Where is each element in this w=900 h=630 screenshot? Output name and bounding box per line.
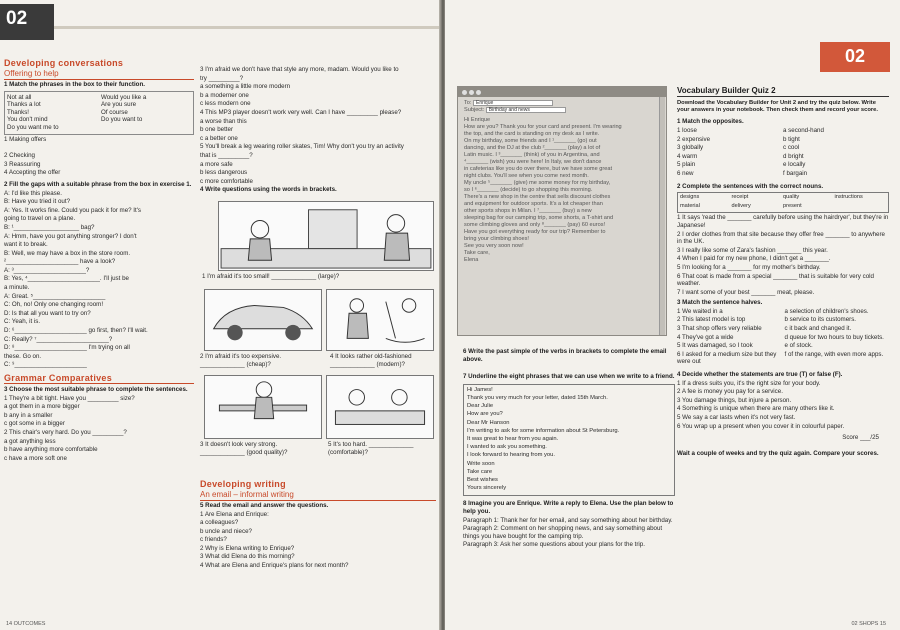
- phrase-item: Of course: [101, 108, 128, 116]
- email-text: [464, 117, 660, 264]
- page-footer-right: 02 SHOPS 15: [851, 621, 886, 627]
- email-line: Take care,: [464, 250, 490, 256]
- ex8-heading: 8 Imagine you are Enrique. Write a reply to Elena. Use the plan below to help you.: [463, 500, 674, 516]
- exercise-line: 3 I'm afraid we don't have that style any more, madam. Would you like to: [200, 66, 399, 73]
- email-line: in cafeterias like you do over there, but we have some great: [464, 166, 613, 172]
- phrase-line: Write soon: [467, 460, 495, 467]
- q1-left-list: [677, 127, 783, 179]
- phrase-line: How are you?: [467, 411, 503, 418]
- sentence-half: f of the range, with even more apps.: [784, 350, 884, 358]
- rocking-chair-illustration: [326, 289, 434, 351]
- phrase-item: Do you want me to: [7, 123, 59, 131]
- dialogue-line: D: Is that all you want to try on?: [4, 309, 91, 317]
- word-box-item: material: [680, 202, 700, 209]
- phrase-line: I'm writing to ask for some information about St Petersburg.: [467, 427, 620, 434]
- q4-statements: [677, 380, 889, 431]
- email-line: some climbing gloves and only ⁸_______ (pay) 60 euros!: [464, 222, 606, 228]
- sentence-half: c it back and changed it.: [784, 325, 852, 333]
- quiz-word: a second-hand: [783, 127, 824, 134]
- q3-grid: [677, 308, 889, 368]
- ex7-heading: 7 Underline the eight phrases that we can use when we write to a friend.: [463, 373, 675, 381]
- caption-2: 2 I'm afraid it's too expensive. _____________ (cheap)?: [200, 352, 282, 368]
- dialogue-line: A: Great. ⁵_____________________: [4, 292, 106, 300]
- exercise-line: b less dangerous: [200, 169, 248, 177]
- left-column-1: [4, 58, 194, 463]
- ex2-dialogue: [4, 190, 194, 369]
- question-line: 1 Are Elena and Enrique:: [200, 510, 269, 518]
- right-column-1: [463, 348, 675, 550]
- phrase-line: Dear Mr Hanson: [467, 419, 510, 426]
- dialogue-line: B: Well, we may have a box in the store room.: [4, 249, 131, 257]
- word-box-item: receipt: [731, 194, 749, 201]
- quiz-sentence: 2 I order clothes from that site because they offer free _______ to anywhere in the UK.: [677, 230, 885, 246]
- email-line: How are you? Thank you for your card and present. I'm wearing: [464, 124, 622, 130]
- phrase-line: I wanted to ask you something.: [467, 444, 547, 451]
- question-line: b uncle and niece?: [200, 527, 252, 535]
- dialogue-line: A: ³_____________________?: [4, 266, 90, 274]
- exercise-line: a worse than this: [200, 117, 247, 125]
- q3-heading: 3 Match the sentence halves.: [677, 299, 763, 307]
- ex3-heading: 3 Choose the most suitable phrase to complete the sentences.: [4, 386, 188, 393]
- car-illustration: [204, 289, 322, 351]
- phrase-item: Not at all: [7, 93, 32, 101]
- exercise-line: a something a little more modern: [200, 83, 291, 91]
- dialogue-line: B: ¹___________________ bag?: [4, 223, 95, 231]
- true-false-statement: 1 If a dress suits you, it's the right size for your body.: [677, 379, 821, 387]
- email-line: On my birthday, some friends and I ¹_______ (go) out: [464, 138, 597, 144]
- sentence-half: 2 This latest model is top: [677, 316, 746, 324]
- dialogue-line: a minute.: [4, 284, 30, 292]
- quiz-word: f bargain: [783, 169, 808, 177]
- word-box-item: quality: [783, 194, 800, 201]
- email-line: ⁴_______ (wish) you were here! In Italy, we don't dance: [464, 159, 602, 165]
- email-line: the top, and the card is standing on my desk as I write.: [464, 131, 600, 137]
- email-line: dancing, and the DJ at the club ²_______ (play) a lot of: [464, 145, 601, 151]
- phrase-item: Do you want to: [101, 116, 143, 124]
- word-box-item: [835, 203, 887, 211]
- exercise-line: b one better: [200, 126, 234, 134]
- plan-line: Paragraph 2: Comment on her shopping news, and say something about things you have bought for the camping trip.: [463, 525, 663, 540]
- wait-note: Wait a couple of weeks and try the quiz again. Compare your scores.: [677, 449, 879, 457]
- page-footer-left: 14 OUTCOMES: [6, 621, 46, 627]
- ex4-heading: 4 Write questions using the words in brackets.: [200, 186, 337, 194]
- email-scrollbar[interactable]: [659, 97, 665, 335]
- quiz-sentence: 3 I really like some of Zara's fashion _______ this year.: [677, 246, 828, 254]
- plan-line: Paragraph 1: Thank her for her email, and say something about her birthday.: [463, 516, 673, 524]
- question-line: 3 What did Elena do this morning?: [200, 553, 295, 561]
- q4-heading: 4 Decide whether the statements are true (T) or false (F).: [677, 371, 843, 379]
- sentence-half: b service to its customers.: [784, 316, 857, 324]
- exercise-line: b have anything more comfortable: [4, 446, 98, 454]
- caption-5: 5 It's too hard. _____________ (comfortable)?: [328, 440, 414, 456]
- section-title-grammar: Grammar Comparatives: [4, 373, 194, 384]
- ex3-continued: [200, 66, 436, 185]
- email-subject-row: Subject: Birthday and news: [464, 107, 660, 114]
- phrase-item: You don't mind: [7, 116, 48, 124]
- q2-heading: 2 Complete the sentences with the correct nouns.: [677, 182, 824, 190]
- email-subject-field: Birthday and news: [486, 107, 566, 113]
- ex3-items: [4, 395, 194, 463]
- score-box: Score ___/25: [842, 434, 879, 442]
- sentence-half: 4 They've got a wide: [677, 333, 734, 341]
- exercise-line: a more safe: [200, 160, 233, 168]
- ex6-heading: 6 Write the past simple of the verbs in brackets to complete the email above.: [463, 348, 667, 363]
- email-titlebar: [458, 87, 666, 97]
- exercise-line: that is _________?: [200, 151, 253, 159]
- dialogue-line: A: I'd like this please.: [4, 189, 62, 197]
- sentence-half: 5 It was damaged, so I took: [677, 342, 753, 350]
- email-line: My uncle ⁵_______ (give) me some money for my birthday,: [464, 180, 611, 186]
- q3-right-list: [785, 308, 890, 367]
- unit-badge-left: 02: [0, 4, 54, 40]
- exercise-line: 5 You'll break a leg wearing roller skates, Tim! Why don't you try an activity: [200, 143, 404, 151]
- email-line: Elena: [464, 257, 479, 263]
- caption-4: 4 It looks rather old-fashioned _____________ (modern)?: [330, 352, 412, 368]
- sentence-half: a selection of children's shoes.: [784, 307, 869, 315]
- dialogue-line: want it to break.: [4, 241, 48, 249]
- section-subtitle-offering: Offering to help: [4, 69, 194, 80]
- exercise-line: a got them in a more bigger: [4, 403, 80, 411]
- quiz-sentence: 5 I'm looking for a _______ for my mother's birthday.: [677, 263, 821, 271]
- word-box-item: present: [783, 202, 802, 209]
- bed-illustration: [326, 375, 434, 439]
- exercise-line: c a better one: [200, 134, 238, 142]
- dialogue-line: A: Yes. It works fine. Could you pack it for me? It's: [4, 206, 142, 214]
- dialogue-line: B: Have you tried it out?: [4, 198, 71, 206]
- quiz-word: 4 warm: [677, 152, 698, 160]
- exercise-line: a got anything less: [4, 437, 56, 445]
- exercise-line: 2 This chair's very hard. Do you _________?: [4, 428, 127, 436]
- left-column-2: [200, 66, 436, 571]
- section-title-conversations: Developing conversations: [4, 58, 124, 68]
- quiz-sentence: 4 When I paid for my new phone, I didn't get a _______.: [677, 255, 831, 263]
- quiz-sentence: 6 That coat is made from a special _______ that is suitable for very cold weather.: [677, 272, 874, 288]
- phrase-line: It was great to hear from you again.: [467, 436, 559, 442]
- exercise-line: c have a more soft one: [4, 454, 67, 462]
- exercise-line: c less modern one: [200, 100, 251, 108]
- phrase-line: Dear Julie: [467, 403, 494, 410]
- email-line: other sports shops in Milan. I ⁷_______ (buy) a new: [464, 208, 592, 214]
- sentence-half: e of stock.: [784, 342, 813, 350]
- dialogue-line: C: ⁹_____________________: [4, 361, 87, 369]
- word-box-item: delivery: [731, 202, 751, 209]
- dialogue-line: B: Yes, ⁴_____________________. I'll just be: [4, 275, 129, 283]
- quiz-title: Vocabulary Builder Quiz 2: [677, 86, 889, 97]
- question-line: 2 Why is Elena writing to Enrique?: [200, 544, 295, 552]
- dialogue-line: ²_____________________ have a look?: [4, 258, 116, 266]
- dialogue-line: C: Really? ⁷_____________________?: [4, 335, 113, 343]
- dialogue-line: A: Hmm, have you got anything stronger? I don't: [4, 232, 137, 240]
- phrase-line: Hi James!: [467, 386, 493, 393]
- quiz-word: b tight: [783, 135, 800, 143]
- quiz-word: 2 expensive: [677, 135, 711, 143]
- shop-counter-illustration: [218, 201, 434, 271]
- phrase-box: [4, 91, 194, 135]
- plan-line: Paragraph 3: Ask her some questions about your plans for the trip.: [463, 541, 645, 549]
- quiz-word: 1 loose: [677, 127, 697, 134]
- email-line: sleeping bag for our camping trip, some shorts, a T-shirt and: [464, 215, 614, 221]
- email-line: Hi Enrique: [464, 117, 491, 123]
- q2-word-box: [677, 192, 889, 213]
- email-line: See you very soon now!: [464, 243, 524, 249]
- exercise-line: c more comfortable: [200, 177, 253, 185]
- quiz-intro: Download the Vocabulary Builder for Unit 2 and try the quiz below. Write your answers in your notebook. Then check them and record your score.: [677, 100, 879, 114]
- quiz-word: 5 plain: [677, 161, 696, 169]
- phrase-item: Are you sure: [101, 101, 137, 109]
- q1-right-list: [783, 127, 889, 179]
- q1-heading: 1 Match the opposites.: [677, 118, 744, 126]
- ex8-plan: [463, 517, 675, 549]
- true-false-statement: 3 You damage things, but injure a person.: [677, 396, 792, 404]
- email-line: so I ⁶_______ (decide) to go shopping this morning.: [464, 187, 593, 193]
- question-line: a colleagues?: [200, 519, 239, 527]
- ironing-illustration: [204, 375, 322, 439]
- quiz-word: c cool: [783, 144, 800, 152]
- true-false-statement: 2 A fee is money you pay for a service.: [677, 388, 783, 396]
- exercise-line: c got some in a bigger: [4, 420, 65, 428]
- caption-1: 1 I'm afraid it's too small! _____________ (large)?: [202, 272, 340, 280]
- email-line: night clubs. You'll see when you come next month.: [464, 173, 589, 179]
- word-box-item: designs: [680, 194, 700, 201]
- unit-badge-right: 02: [820, 42, 890, 72]
- email-window: [457, 86, 667, 336]
- section-subtitle-email: An email – informal writing: [200, 490, 436, 501]
- ex1-item: 2 Checking: [4, 152, 35, 160]
- exercise-line: try _________?: [200, 74, 244, 82]
- word-box-item: instructions: [834, 194, 863, 201]
- question-line: 4 What are Elena and Enrique's plans for next month?: [200, 562, 349, 570]
- phrase-line: Take care: [467, 468, 493, 475]
- window-dot-icon: [476, 90, 481, 95]
- sentence-half: 6 I asked for a medium size but they were out: [677, 350, 777, 366]
- ex5-heading: 5 Read the email and answer the questions.: [200, 501, 329, 509]
- email-line: Have you got everything ready for our trip? Remember to: [464, 229, 606, 235]
- phrase-item: Would you like a: [101, 93, 147, 101]
- ex7-phrase-box: [463, 384, 675, 497]
- right-page: [445, 0, 900, 630]
- ex1-item: 1 Making offers: [4, 135, 47, 143]
- quiz-word: 6 new: [677, 169, 694, 177]
- q3-left-list: [677, 308, 782, 367]
- ex1-item: 3 Reassuring: [4, 160, 41, 168]
- phrase-line: I look forward to hearing from you.: [467, 452, 555, 459]
- caption-3: 3 It doesn't look very strong. _____________ (good quality)?: [200, 440, 288, 456]
- quiz-sentence: 7 I want some of your best _______ meat, please.: [677, 288, 815, 296]
- right-column-2: [677, 86, 889, 458]
- quiz-word: 3 globally: [677, 144, 704, 152]
- dialogue-line: C: Oh, no! Only one changing room!: [4, 301, 104, 309]
- window-dot-icon: [462, 90, 467, 95]
- section-title-writing: Developing writing: [200, 478, 286, 489]
- email-to-field: Enrique: [473, 100, 553, 106]
- ex5-questions: [200, 511, 436, 570]
- exercise-line: 1 They're a bit tight. Have you _________ size?: [4, 394, 135, 402]
- ex1-heading: 1 Match the phrases in the box to their function.: [4, 81, 145, 88]
- email-line: Latin music. I ³_______ (think) of you in Argentina, and: [464, 152, 600, 158]
- exercise-line: b any in a smaller: [4, 411, 53, 419]
- picture-grid: [200, 195, 436, 455]
- phrase-item: Thanks!: [7, 108, 30, 116]
- dialogue-line: C: Yeah, it is.: [4, 318, 41, 326]
- email-line: and equipment for outdoor sports. It's a lot cheaper than: [464, 201, 603, 207]
- dialogue-line: these. Go on.: [4, 352, 42, 360]
- email-line: bring your climbing shoes!: [464, 236, 529, 242]
- dialogue-line: D: ⁶_____________________ go first, then? I'll wait.: [4, 327, 148, 335]
- header-rule: [54, 26, 441, 29]
- phrase-line: Thank you very much for your letter, dated 15th March.: [467, 394, 608, 401]
- phrase-line: Best wishes: [467, 477, 498, 484]
- q2-sentences: [677, 214, 889, 296]
- email-body: [458, 97, 666, 267]
- window-dot-icon: [469, 90, 474, 95]
- email-to-row: To: Enrique: [464, 100, 660, 107]
- true-false-statement: 5 We say a car lasts when it's not very fast.: [677, 414, 796, 421]
- question-line: c friends?: [200, 536, 227, 544]
- quiz-word: e locally: [783, 161, 806, 169]
- dialogue-line: D: ⁸_____________________ I'm trying on all: [4, 344, 130, 352]
- sentence-half: d queue for two hours to buy tickets.: [784, 333, 884, 341]
- phrase-line: Yours sincerely: [467, 485, 507, 492]
- true-false-statement: 6 You wrap up a present when you cover it in colourful paper.: [677, 422, 845, 430]
- quiz-word: d bright: [783, 152, 804, 160]
- exercise-line: 4 This MP3 player doesn't work very well. Can I have _________ please?: [200, 108, 402, 116]
- true-false-statement: 4 Something is unique when there are many others like it.: [677, 405, 835, 413]
- ex2-heading: 2 Fill the gaps with a suitable phrase from the box in exercise 1.: [4, 180, 192, 188]
- dialogue-line: going to travel on a plane.: [4, 215, 76, 223]
- sentence-half: 1 We waited in a: [677, 307, 723, 315]
- phrase-item: Thanks a lot: [7, 101, 41, 109]
- ex1-item: 4 Accepting the offer: [4, 169, 61, 177]
- exercise-line: b a moderner one: [200, 91, 249, 99]
- sentence-half: 3 That shop offers very reliable: [677, 325, 762, 333]
- q1-grid: [677, 127, 889, 180]
- left-page: [0, 0, 441, 630]
- email-line: There's a new shop in the centre that sells discount clothes: [464, 194, 611, 200]
- quiz-sentence: 1 It says 'read the _______ carefully before using the hairdryer', but they're in Japanese!: [677, 214, 889, 229]
